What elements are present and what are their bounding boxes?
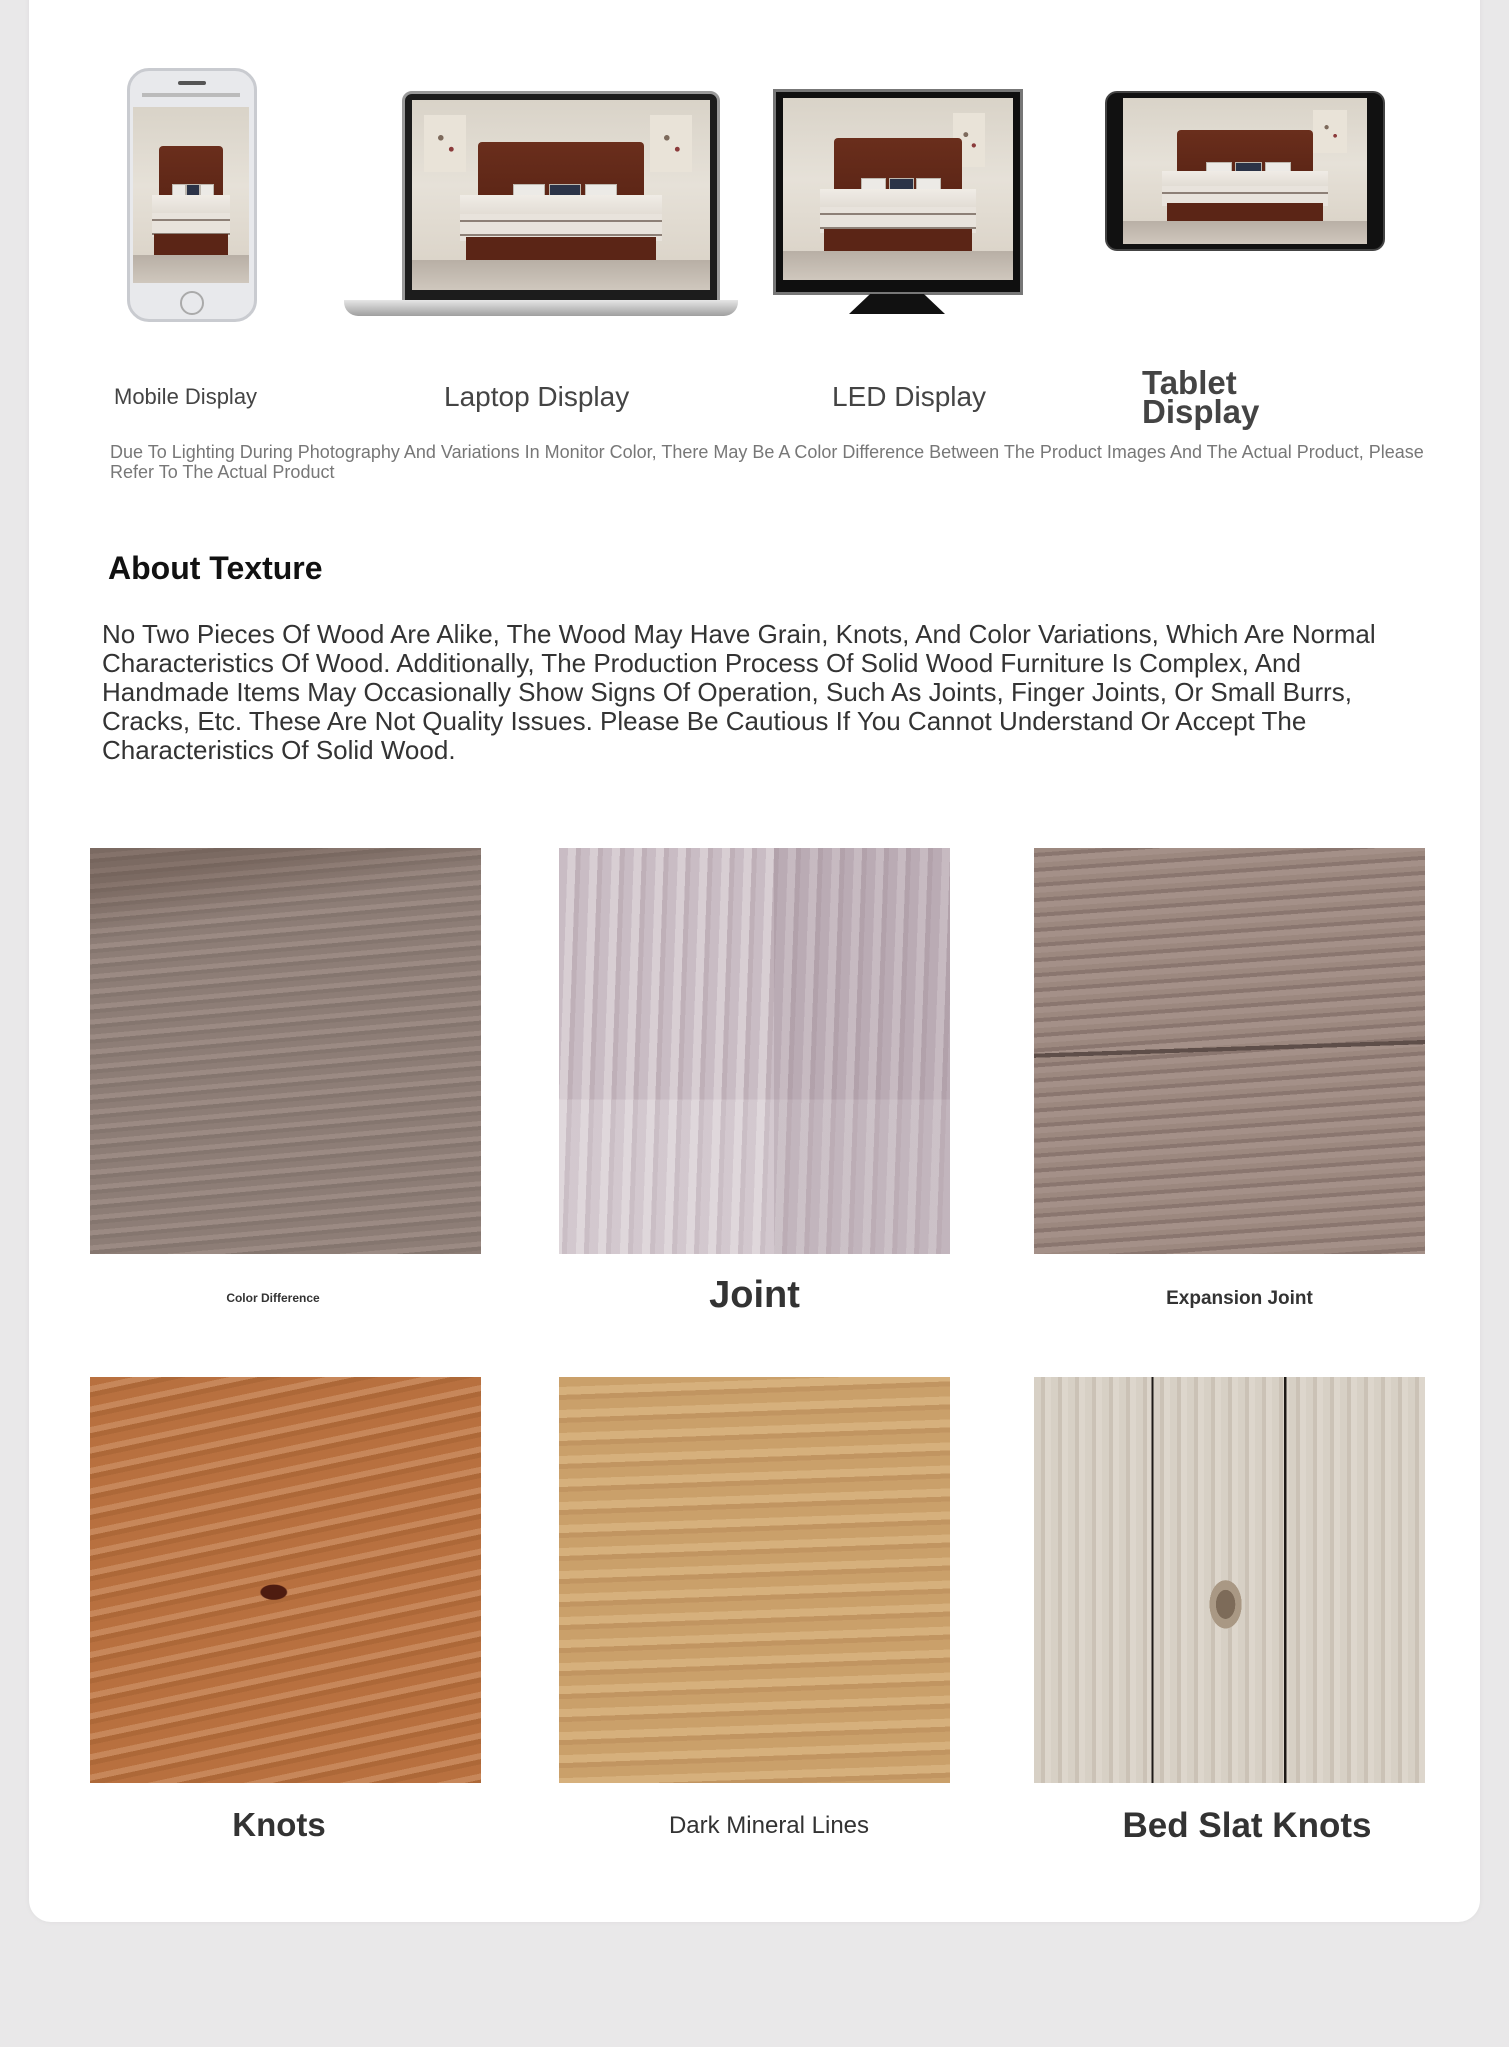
expansion-joint-sample-image [1034, 848, 1425, 1254]
about-texture-heading: About Texture [108, 550, 323, 586]
monitor-stand [849, 294, 945, 314]
tablet-device-image [1105, 91, 1385, 251]
dark-mineral-lines-sample-image [559, 1377, 950, 1783]
mobile-display-label: Mobile Display [114, 384, 258, 409]
knots-sample-image [90, 1377, 481, 1783]
joint-sample-image [559, 848, 950, 1254]
mobile-device-image [127, 68, 257, 322]
knots-label: Knots [232, 1806, 326, 1843]
tablet-display-label: Tablet Display [1142, 364, 1260, 430]
content-card [29, 0, 1480, 1922]
laptop-device-image [402, 91, 720, 305]
color-difference-label: Color Difference [226, 1291, 320, 1305]
laptop-display-label: Laptop Display [444, 381, 630, 412]
led-display-label: LED Display [832, 381, 987, 412]
joint-label: Joint [709, 1274, 800, 1316]
bed-slat-knots-sample-image [1034, 1377, 1425, 1783]
dark-mineral-lines-label: Dark Mineral Lines [668, 1812, 870, 1839]
led-monitor-image [773, 89, 1023, 295]
texture-description: No Two Pieces Of Wood Are Alike, The Wood May Have Grain, Knots, And Color Variations, Which Are Normal Characteristics Of Wood. Additionally, The Production Process Of Solid Wood Furniture Is Complex, And Handmade Items May Occasionally Show Signs Of Operation, Such As Joints, Finger Joints, Or Small Burrs, Cracks, Etc. These Are Not Quality Issues. Please Be Cautious If You Cannot Understand Or Accept The Characteristics Of Solid Wood. [102, 619, 1376, 765]
expansion-joint-label: Expansion Joint [1166, 1288, 1313, 1309]
bed-slat-knots-label: Bed Slat Knots [1122, 1806, 1372, 1845]
color-difference-sample-image [90, 848, 481, 1254]
laptop-base [344, 300, 738, 316]
color-difference-notice: Due To Lighting During Photography And Variations In Monitor Color, There May Be A Color Difference Between The Product Images And The Actual Product, Please Refer To The Actual Product [110, 442, 1424, 482]
